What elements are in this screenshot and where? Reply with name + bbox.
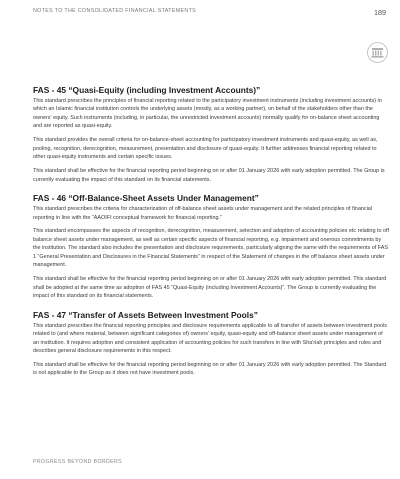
paragraph: This standard prescribes the financial reporting principles and disclosure requirements applicable to all transfer of assets between investment pools related to (and where material, between significant categories of) owners' equity, quasi-equity and off-balance sheet assets under management of an institution. It requires adoption and consistent application of accounting policies for such transfers in line with Sha'riah principles and rules and describes general disclosure requirements in this respect. xyxy=(33,322,387,354)
section-heading: FAS - 46 “Off-Balance-Sheet Assets Under Management” xyxy=(33,193,259,204)
paragraph: This standard shall be effective for the financial reporting period beginning on or after 01 January 2026 with early adoption permitted. This standard shall be adopted at the same time as adoption of FAS 45 “Quasi-Equity (including Investment Accounts)”. The Group is currently evaluating the impact of this standard on its financial statements. xyxy=(33,276,387,300)
paragraph: This standard encompasses the aspects of recognition, derecognition, measurement, selection and adoption of accounting policies etc relating to off balance sheet assets under management, as well as certain specific aspects of financial reporting, e.g. impairment and onerous commitments by the institution. The standard also includes the presentation and disclosure requirements, particularly aligning the same with the requirements of FAS 1 “General Presentation and Disclosures in the Financial Statements” in respect of the Statement of changes in the off balance sheet assets under management. xyxy=(33,228,389,269)
fas-45-section xyxy=(33,85,389,184)
fas-46-section xyxy=(33,193,389,301)
page-footer: PROGRESS BEYOND BORDERS xyxy=(33,459,123,465)
paragraph: This standard shall be effective for the financial reporting period beginning on or after 01 January 2026 with early adoption permitted. The Standard is not applicable to the Group as it does not have investment pools. xyxy=(33,361,387,377)
header-title: NOTES TO THE CONSOLIDATED FINANCIAL STATEMENTS xyxy=(33,8,197,14)
paragraph: This standard shall be effective for the financial reporting period beginning on or after 01 January 2026 with early adoption permitted. The Group is currently evaluating the impact of this standard on its financial statements. xyxy=(33,168,385,183)
paragraph: This standard provides the overall criteria for on-balance-sheet accounting for participatory investment instruments and quasi-equity, as well as, pooling, recognition, derecognition, measurement, presentation and disclosure of quasi-equity. It further addresses financial reporting related to other quasi-equity instruments and certain specific issues. xyxy=(33,137,378,161)
section-heading: FAS - 47 “Transfer of Assets Between Investment Pools” xyxy=(33,309,258,320)
section-heading: FAS - 45 “Quasi-Equity (including Investment Accounts)” xyxy=(33,85,261,95)
bank-building-icon xyxy=(367,42,388,63)
paragraph: This standard prescribes the principles of financial reporting related to the participatory investment instruments (including investment accounts) in which an Islamic financial institution controls the underlying assets (mostly, as a working partner), on behalf of the stakeholders other than the owners' equity. Such instruments (including, in particular, the unrestricted investment accounts) normally qualify for on-balance sheet accounting and are reported as quasi-equity. xyxy=(33,98,382,130)
page-header xyxy=(33,8,386,17)
paragraph: This standard prescribes the criteria for characterization of off-balance sheet assets under management and the related principles of financial reporting in line with the “AAOIFI conceptual framework for financial reporting.” xyxy=(33,206,373,221)
page-number: 189 xyxy=(374,8,386,17)
fas-47-section xyxy=(33,310,389,378)
main-content xyxy=(33,85,389,387)
